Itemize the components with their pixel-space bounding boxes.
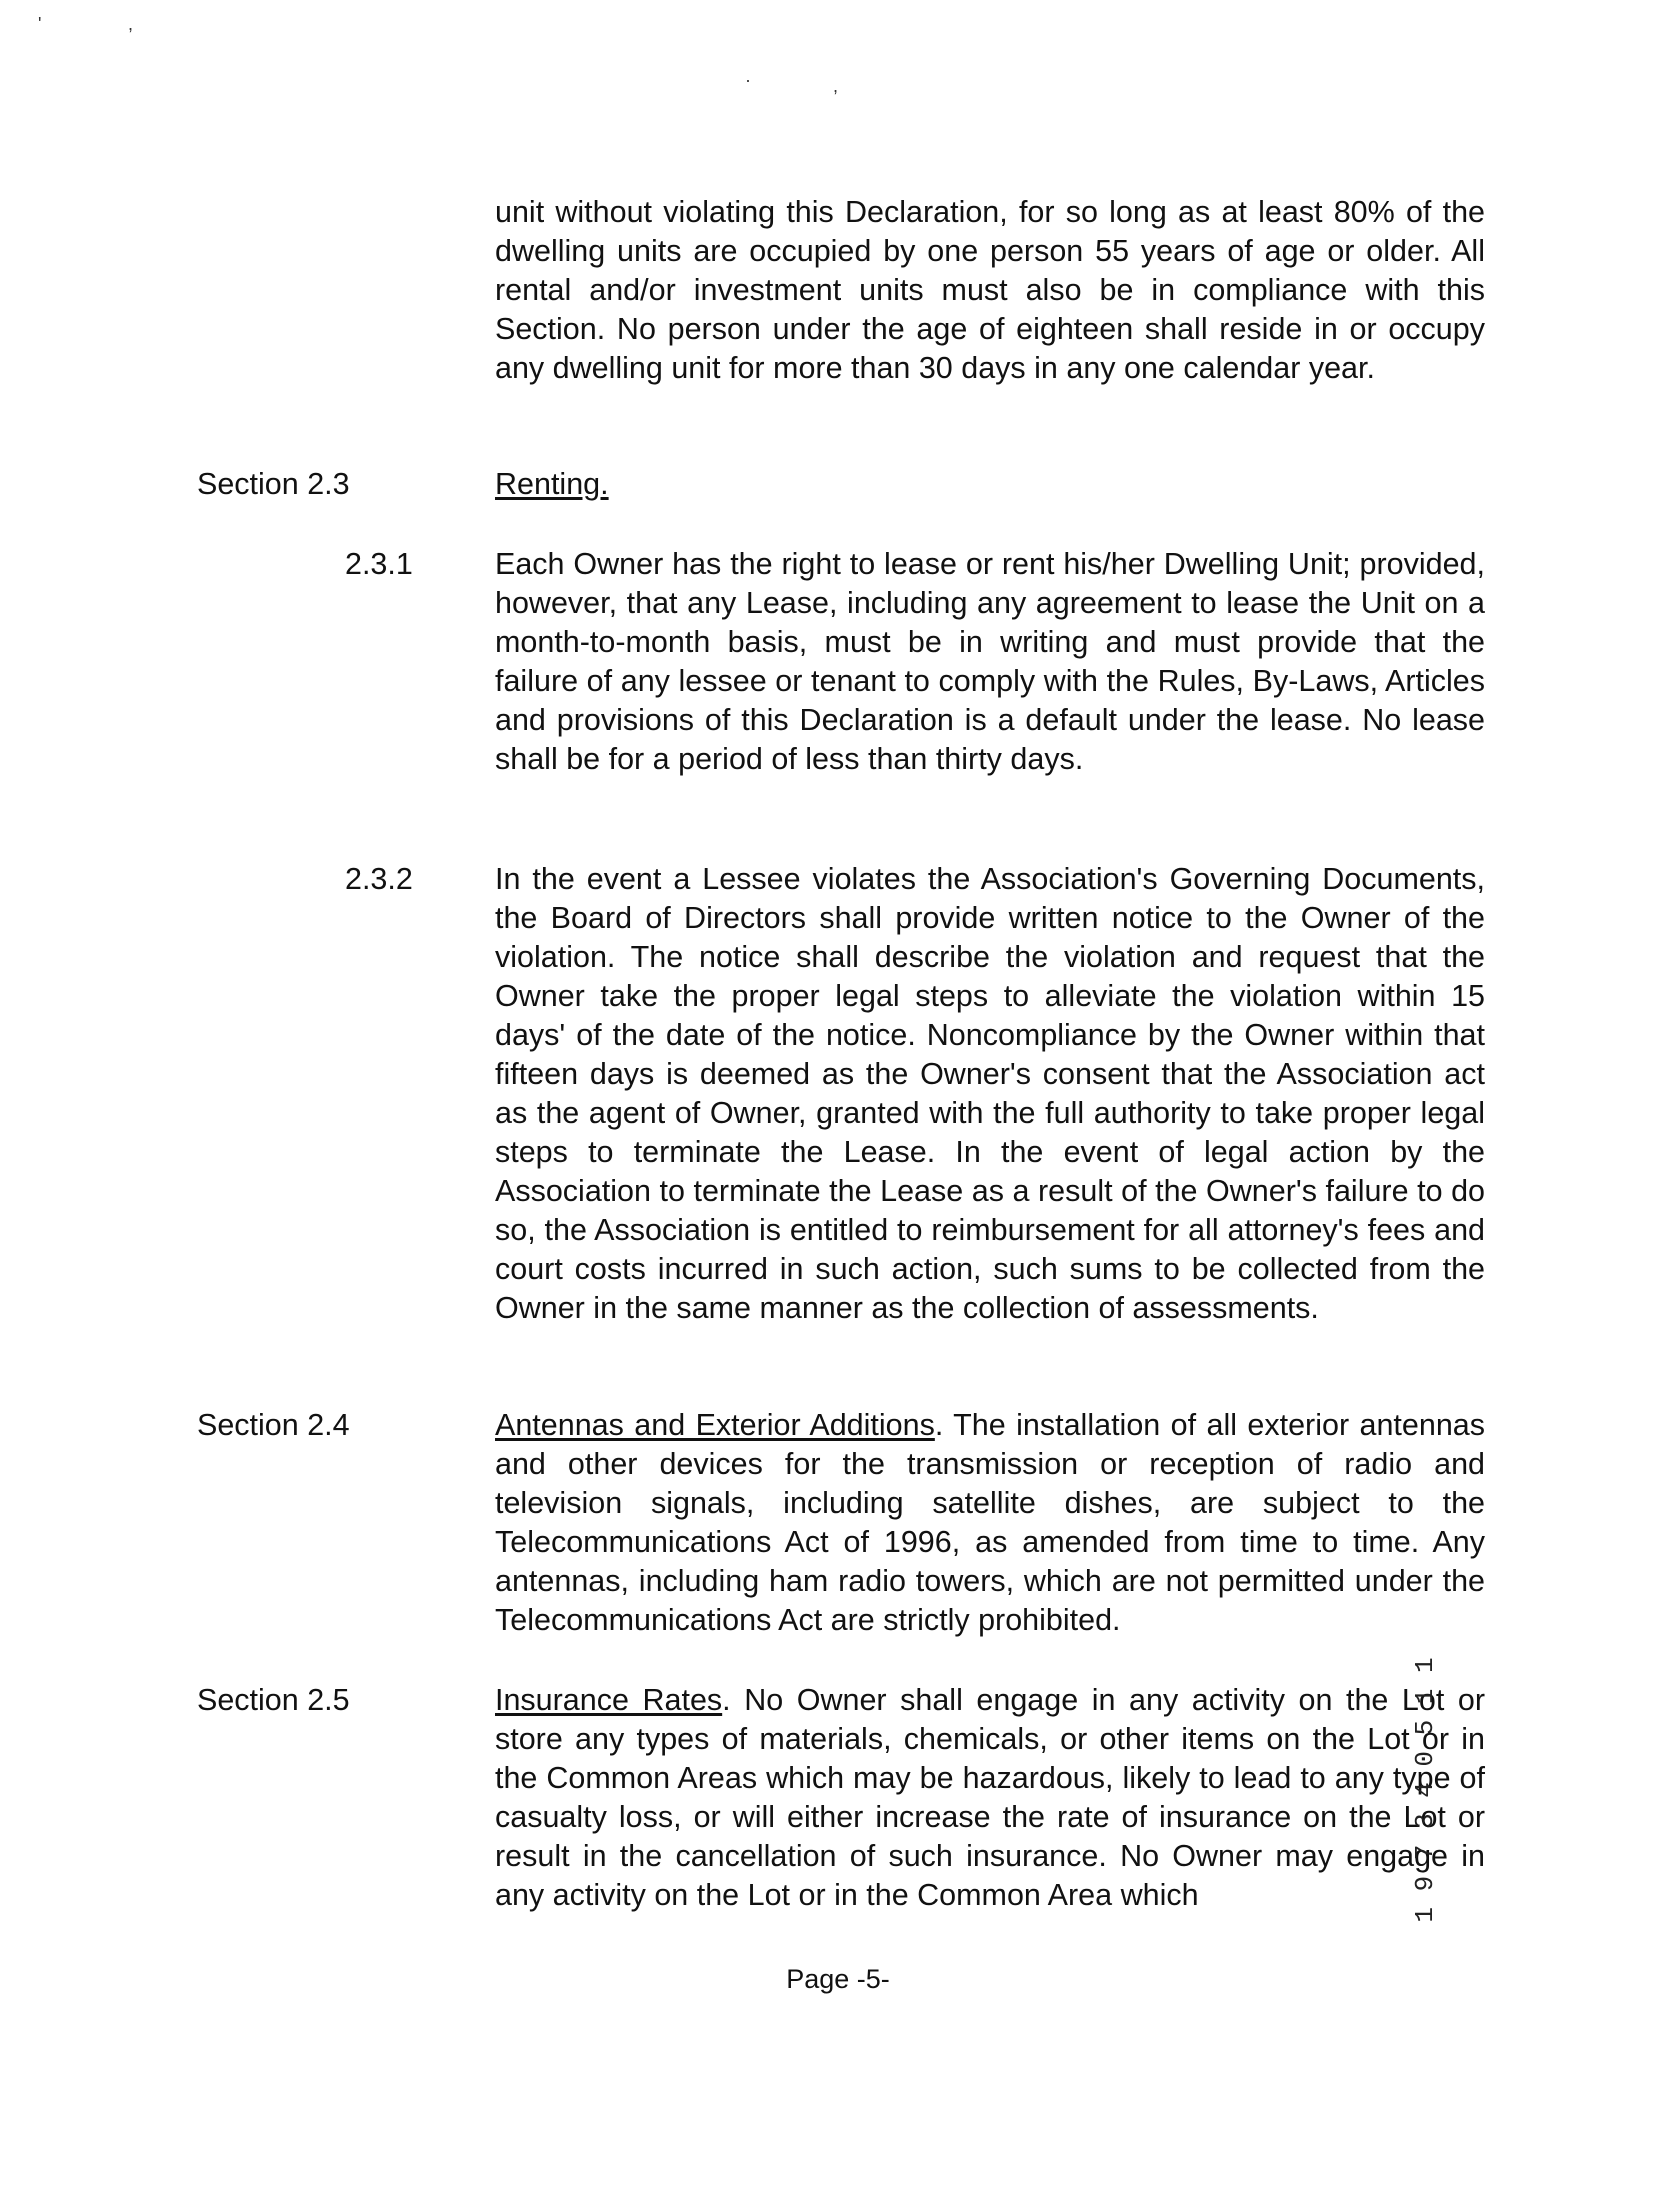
section-2-4-heading: Antennas and Exterior Additions — [495, 1408, 935, 1442]
section-2-4-text: . The installation of all exterior antennas and other devices for the transmission or reception of radio and television signals, including satellite dishes, are subject to the Telecommunications Act of 1996, as amended from time to time. Any antennas, including ham radio towers, which are not permitted under the Telecommunications Act are strictly prohibited. — [495, 1408, 1485, 1637]
scan-speck: ' — [38, 14, 42, 34]
section-2-5-paragraph — [495, 1681, 1485, 1915]
section-2-3-label: Section 2.3 — [197, 467, 350, 501]
margin-stamp-text: 1 9 7 3 4 0 5 1 1 — [1410, 1657, 1440, 1923]
section-2-5-label: Section 2.5 — [197, 1683, 350, 1717]
section-2-3-heading: Renting. — [495, 467, 609, 501]
continuation-paragraph: unit without violating this Declaration, for so long as at least 80% of the dwelling units are occupied by one person 55 years of age or older. All rental and/or investment units must also be in compliance with this Section. No person under the age of eighteen shall reside in or occupy any dwelling unit for more than 30 days in any one calendar year. — [495, 195, 1485, 385]
subsection-2-3-2-text: In the event a Lessee violates the Association's Governing Documents, the Board of Directors shall provide written notice to the Owner of the violation. The notice shall describe the violation and request that the Owner take the proper legal steps to alleviate the violation within 15 days' of the date of the notice. Noncompliance by the Owner within that fifteen days is deemed as the Owner's consent that the Association act as the agent of Owner, granted with the full authority to take proper legal steps to terminate the Lease. In the event of legal action by the Association to terminate the Lease as a result of the Owner's failure to do so, the Association is entitled to reimbursement for all attorney's fees and court costs incurred in such action, such sums to be collected from the Owner in the same manner as the collection of assessments. — [495, 862, 1485, 1325]
section-2-4-paragraph — [495, 1406, 1485, 1640]
section-2-5-text: . No Owner shall engage in any activity on the Lot or store any types of materials, chemicals, or other items on the Lot or in the Common Areas which may be hazardous, likely to lead to any type of casualty loss, or will either increase the rate of insurance on the Lot or result in the cancellation of such insurance. No Owner may engage in any activity on the Lot or in the Common Area which — [495, 1683, 1485, 1912]
subsection-2-3-2-label: 2.3.2 — [345, 862, 413, 896]
section-2-4-label: Section 2.4 — [197, 1408, 350, 1442]
scan-speck: , — [833, 76, 839, 96]
scan-speck: · — [745, 70, 751, 90]
subsection-2-3-1-text: Each Owner has the right to lease or rent his/her Dwelling Unit; provided, however, that any Lease, including any agreement to lease the Unit on a month-to-month basis, must be in writing and must provide that the failure of any lessee or tenant to comply with the Rules, By-Laws, Articles and provisions of this Declaration is a default under the lease. No lease shall be for a period of less than thirty days. — [495, 547, 1485, 776]
margin-stamp — [1410, 1585, 1637, 1995]
page-number: Page -5- — [786, 1964, 890, 1994]
scan-speck: , — [128, 14, 134, 34]
section-2-5-heading: Insurance Rates — [495, 1683, 723, 1717]
subsection-2-3-1-label: 2.3.1 — [345, 547, 413, 581]
